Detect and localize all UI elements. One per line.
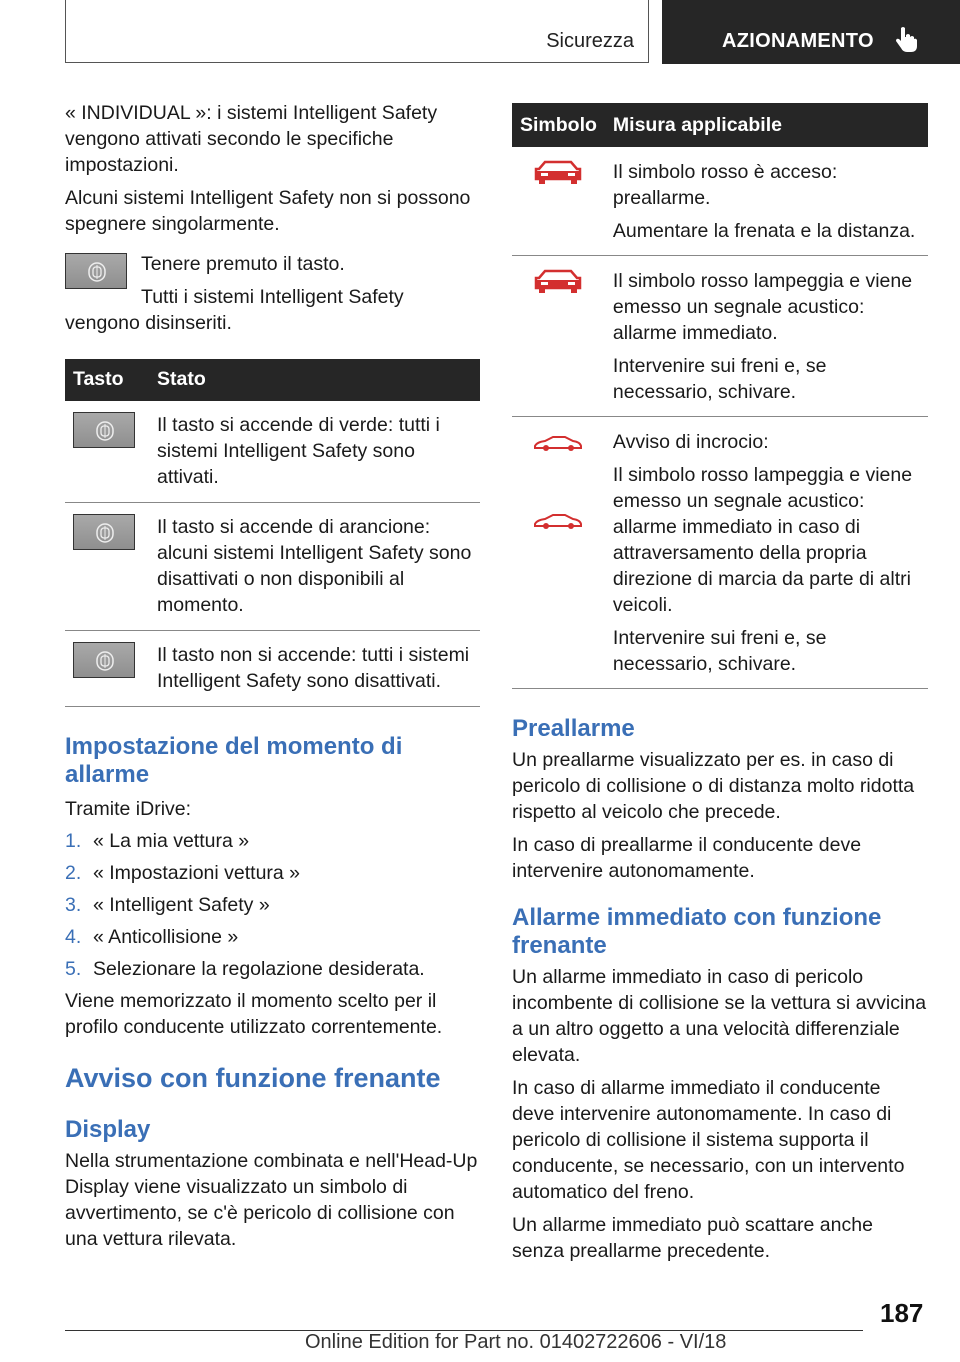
list-item: 2. « Impostazioni vettura »: [65, 862, 301, 884]
measure-line: Aumentare la frenata e la distanza.: [612, 220, 916, 242]
tip-line-2: Tutti i sistemi Intelligent Safety vengono disinseriti.: [65, 286, 404, 334]
table-row: [65, 503, 480, 631]
idrive-steps: [65, 828, 480, 982]
measure-line: Avviso di incrocio:: [612, 431, 769, 453]
tip-line-1: Tenere premuto il tasto.: [141, 253, 345, 275]
table-row: [512, 256, 928, 417]
heading-display: Display: [65, 1116, 151, 1143]
edition-text: Online Edition for Part no. 01402722606 - VI/18: [305, 1331, 727, 1353]
measure-line: Intervenire sui freni e, se necessario, schivare.: [612, 355, 827, 403]
symbol-table: [512, 103, 928, 689]
table-cell-status: Il tasto si accende di verde: tutti i sistemi Intelligent Safety sono attivati.: [149, 401, 480, 503]
intelligent-safety-button-icon: [73, 412, 135, 448]
table-header-simbolo: Simbolo: [512, 103, 605, 147]
heading-impostazione: Impostazione del momento di allarme: [65, 733, 403, 788]
tramite-idrive: Tramite iDrive:: [65, 798, 192, 820]
display-text: Nella strumentazione combinata e nell'Head-Up Display viene visualizzato un simbolo di avvertimento, se c'è pericolo di collisione con una vettura rilevata.: [65, 1150, 478, 1250]
table-row: [512, 417, 928, 689]
table-header-stato: Stato: [149, 359, 480, 401]
measure-line: Il simbolo rosso lampeggia e viene emesso un segnale acustico: allarme immediato in caso di attraversamento della propria direzione di marcia da parte di altri veicoli.: [612, 464, 913, 616]
left-column: [65, 100, 480, 1252]
car-front-warning-icon: [533, 168, 583, 190]
table-row: [65, 631, 480, 707]
list-item: 5. Selezionare la regolazione desiderata.: [65, 958, 425, 980]
header-chapter-title: AZIONAMENTO: [722, 30, 874, 52]
table-header-misura: Misura applicabile: [605, 103, 928, 147]
list-item: 4. « Anticollisione »: [65, 926, 239, 948]
right-column: [512, 103, 928, 1264]
heading-preallarme: Preallarme: [512, 715, 635, 742]
allarme-text-3: Un allarme immediato può scattare anche senza preallarme precedente.: [512, 1214, 873, 1262]
table-header-tasto: Tasto: [65, 359, 149, 401]
allarme-text-2: In caso di allarme immediato il conducente deve intervenire autonomamente. In caso di pericolo di collisione il sistema supporta il conducente, se necessario, con un intervento automatico del freno.: [512, 1077, 905, 1203]
intelligent-safety-button-icon: [65, 253, 127, 289]
list-item: 1. « La mia vettura »: [65, 830, 250, 852]
allarme-text-1: Un allarme immediato in caso di pericolo incombente di collisione se la vettura si avvicina a un altro oggetto a una velocità differenziale elevata.: [512, 966, 927, 1066]
heading-allarme-immediato: Allarme immediato con funzione frenante: [512, 904, 882, 959]
car-side-crossing-icon: [520, 433, 597, 459]
intelligent-safety-button-icon: [73, 514, 135, 550]
tip-block: [65, 251, 480, 336]
table-row: [65, 401, 480, 503]
intelligent-safety-button-icon: [73, 642, 135, 678]
memorizzato-note: Viene memorizzato il momento scelto per il profilo conducente utilizzato correntemente.: [65, 990, 443, 1038]
list-item: 3. « Intelligent Safety »: [65, 894, 270, 916]
preallarme-text-2: In caso di preallarme il conducente deve intervenire autonomamente.: [512, 834, 862, 882]
table-cell-status: Il tasto non si accende: tutti i sistemi Intelligent Safety sono disattivati.: [149, 631, 480, 707]
measure-line: Il simbolo rosso lampeggia e viene emesso un segnale acustico: allarme immediato.: [612, 270, 913, 344]
page-number: 187: [880, 1298, 924, 1328]
car-side-crossing-icon: [520, 511, 597, 537]
pointing-hand-icon: [895, 26, 917, 57]
button-status-table: [65, 359, 480, 707]
heading-avviso: Avviso con funzione frenante: [65, 1063, 441, 1093]
car-front-warning-icon: [533, 277, 583, 299]
table-cell-status: Il tasto si accende di arancione: alcuni sistemi Intelligent Safety sono disattivati o non disponibili al momento.: [149, 503, 480, 631]
table-row: [512, 147, 928, 256]
header-section-title: Sicurezza: [546, 30, 634, 52]
intro-individual: « INDIVIDUAL »: i sistemi Intelligent Safety vengono attivati secondo le specifiche impostazioni.: [65, 102, 438, 176]
preallarme-text-1: Un preallarme visualizzato per es. in caso di pericolo di collisione o di distanza molto ridotta rispetto al veicolo che precede.: [512, 749, 915, 823]
measure-line: Intervenire sui freni e, se necessario, schivare.: [612, 627, 827, 675]
measure-line: Il simbolo rosso è acceso: preallarme.: [612, 161, 838, 209]
header-section-box: [65, 0, 649, 63]
header-chapter-box: [662, 0, 960, 64]
intro-note: Alcuni sistemi Intelligent Safety non si possono spegnere singolarmente.: [65, 187, 471, 235]
